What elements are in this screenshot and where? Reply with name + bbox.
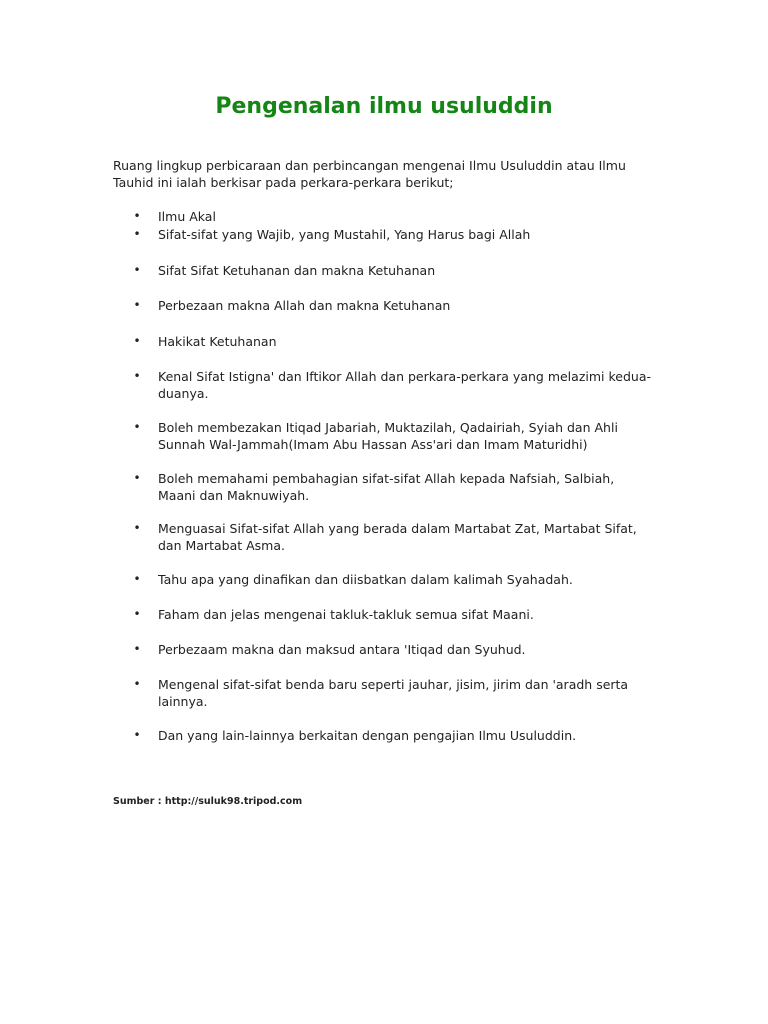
page-title: Pengenalan ilmu usuluddin xyxy=(215,94,553,119)
list-item xyxy=(113,297,653,314)
list-item-text: Perbezaan makna Allah dan makna Ketuhanan xyxy=(158,298,451,313)
list-item-text: Boleh membezakan Itiqad Jabariah, Muktazilah, Qadairiah, Syiah dan Ahli Sunnah Wal-Jammah(Imam Abu Hassan Ass'ari dan Imam Maturidhi) xyxy=(158,420,618,452)
bullet-icon: • xyxy=(133,420,141,434)
list-item xyxy=(113,208,653,225)
topic-list xyxy=(113,208,653,744)
list-item xyxy=(113,262,653,279)
list-item-text: Perbezaam makna dan maksud antara 'Itiqad dan Syuhud. xyxy=(158,642,526,657)
list-item-text: Sifat-sifat yang Wajib, yang Mustahil, Yang Harus bagi Allah xyxy=(158,227,531,242)
list-item xyxy=(113,641,653,658)
list-item-text: Dan yang lain-lainnya berkaitan dengan pengajian Ilmu Usuluddin. xyxy=(158,728,577,743)
list-item xyxy=(113,571,653,588)
list-item xyxy=(113,727,653,744)
source-note: Sumber : http://suluk98.tripod.com xyxy=(113,796,303,807)
list-item-text: Faham dan jelas mengenai takluk-takluk semua sifat Maani. xyxy=(158,607,534,622)
list-item xyxy=(113,419,653,453)
bullet-icon: • xyxy=(133,263,141,277)
list-item xyxy=(113,226,653,243)
bullet-icon: • xyxy=(133,298,141,312)
list-item-text: Ilmu Akal xyxy=(158,209,216,224)
list-item-text: Kenal Sifat Istigna' dan Iftikor Allah dan perkara-perkara yang melazimi kedua-duanya. xyxy=(158,369,651,401)
list-item-text: Sifat Sifat Ketuhanan dan makna Ketuhanan xyxy=(158,263,436,278)
list-item xyxy=(113,333,653,350)
bullet-icon: • xyxy=(133,209,141,223)
bullet-icon: • xyxy=(133,334,141,348)
bullet-icon: • xyxy=(133,677,141,691)
intro-paragraph: Ruang lingkup perbicaraan dan perbincangan mengenai Ilmu Usuluddin atau Ilmu Tauhid ini ialah berkisar pada perkara-perkara berikut; xyxy=(113,158,626,190)
list-item-text: Hakikat Ketuhanan xyxy=(158,334,277,349)
list-item xyxy=(113,676,653,710)
list-item xyxy=(113,470,653,504)
list-item-text: Menguasai Sifat-sifat Allah yang berada dalam Martabat Zat, Martabat Sifat, dan Martabat Asma. xyxy=(158,521,637,553)
list-item xyxy=(113,606,653,623)
bullet-icon: • xyxy=(133,521,141,535)
list-item xyxy=(113,368,653,402)
bullet-icon: • xyxy=(133,728,141,742)
bullet-icon: • xyxy=(133,572,141,586)
list-item xyxy=(113,520,653,554)
bullet-icon: • xyxy=(133,642,141,656)
bullet-icon: • xyxy=(133,227,141,241)
bullet-icon: • xyxy=(133,607,141,621)
list-item-text: Tahu apa yang dinafikan dan diisbatkan dalam kalimah Syahadah. xyxy=(158,572,573,587)
bullet-icon: • xyxy=(133,471,141,485)
bullet-icon: • xyxy=(133,369,141,383)
list-item-text: Mengenal sifat-sifat benda baru seperti jauhar, jisim, jirim dan 'aradh serta lainnya. xyxy=(158,677,629,709)
list-item-text: Boleh memahami pembahagian sifat-sifat Allah kepada Nafsiah, Salbiah, Maani dan Maknuwiyah. xyxy=(158,471,615,503)
